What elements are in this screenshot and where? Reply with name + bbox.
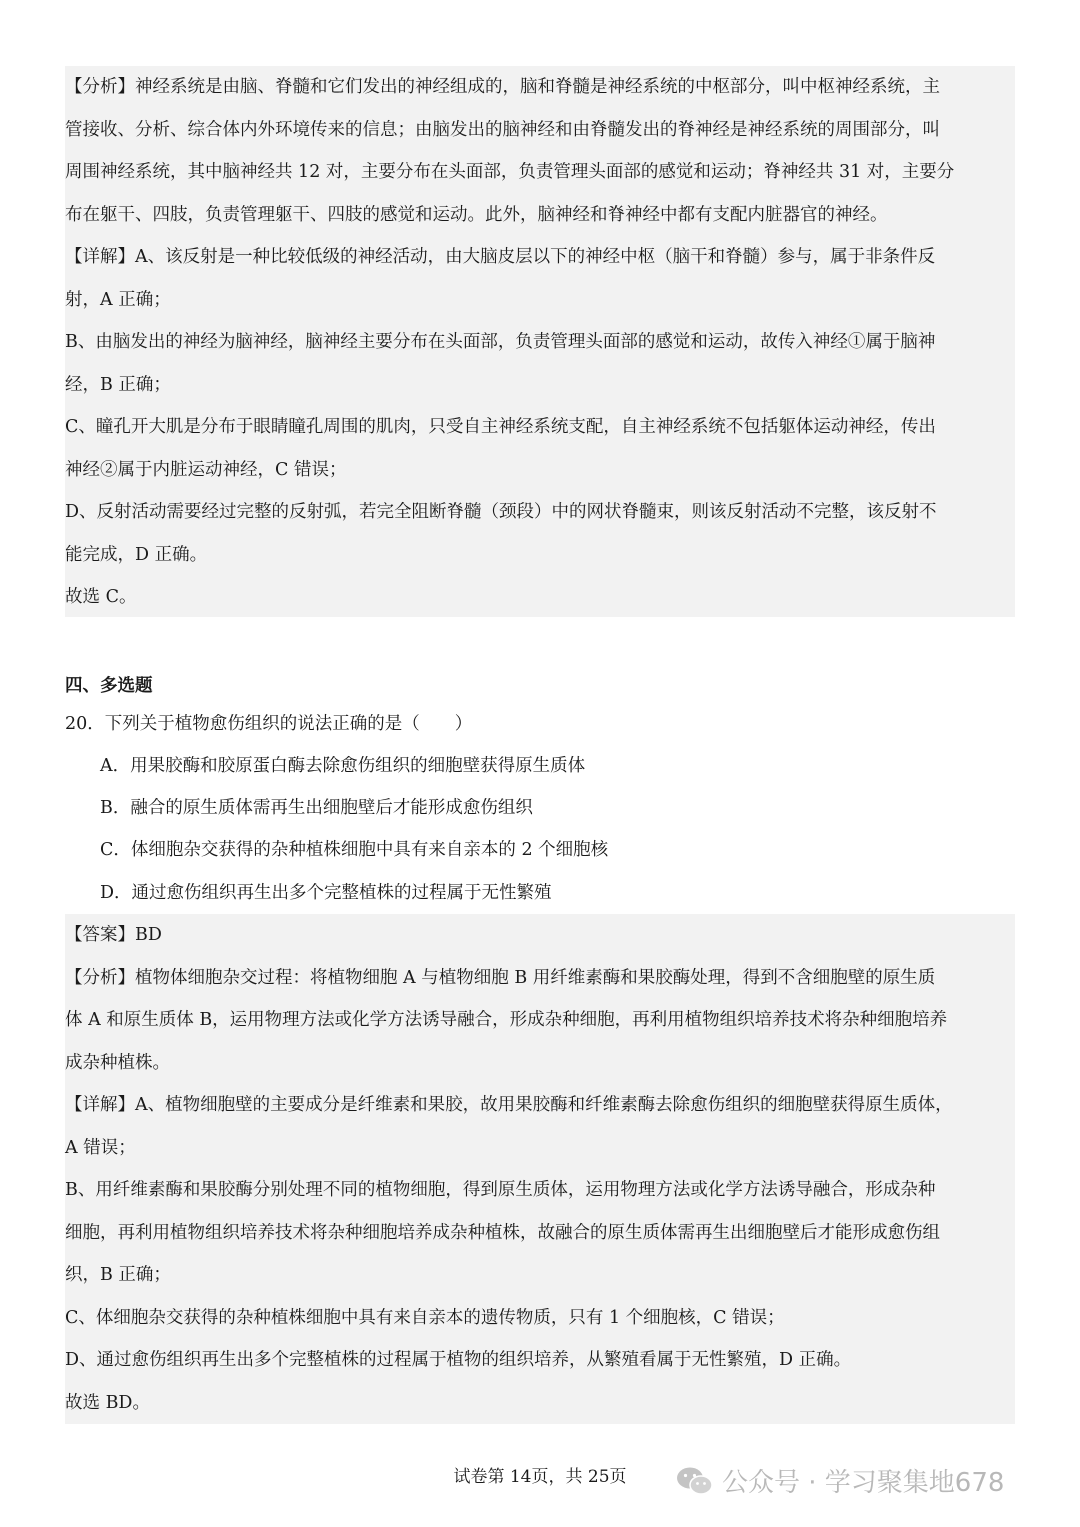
text-line: B、由脑发出的神经为脑神经，脑神经主要分布在头面部，负责管理头面部的感觉和运动，故传入神经①属于脑神 [65, 332, 936, 352]
text-line: A 错误； [65, 1137, 136, 1158]
text-line: 故选 BD。 [65, 1392, 150, 1413]
text-line: 成杂种植株。 [65, 1052, 170, 1073]
text-line: D、反射活动需要经过完整的反射弧，若完全阻断脊髓（颈段）中的网状脊髓束，则该反射活动不完整，该反射不 [65, 502, 937, 522]
text-line: 【分析】植物体细胞杂交过程：将植物细胞 A 与植物细胞 B 用纤维素酶和果胶酶处理，得到不含细胞壁的原生质 [65, 967, 936, 988]
answer-block-19-text [65, 66, 1015, 619]
text-line: 能完成，D 正确。 [65, 544, 208, 565]
watermark [676, 1462, 1004, 1499]
option-b: B．融合的原生质体需再生出细胞壁后才能形成愈伤组织 [100, 798, 533, 818]
text-line: 【分析】神经系统是由脑、脊髓和它们发出的神经组成的，脑和脊髓是神经系统的中枢部分，叫中枢神经系统，主 [65, 77, 940, 97]
option-c: C．体细胞杂交获得的杂种植株细胞中具有来自亲本的 2 个细胞核 [100, 840, 609, 860]
text-line: 射，A 正确； [65, 289, 171, 310]
text-line: 管接收、分析、综合体内外环境传来的信息；由脑发出的脑神经和由脊髓发出的脊神经是神经系统的周围部分，叫 [65, 119, 940, 140]
text-line: 经，B 正确； [65, 374, 171, 395]
text-line: 体 A 和原生质体 B，运用物理方法或化学方法诱导融合，形成杂种细胞，再利用植物组织培养技术将杂种细胞培养 [65, 1010, 948, 1030]
text-line: C、瞳孔开大肌是分布于眼睛瞳孔周围的肌肉，只受自主神经系统支配，自主神经系统不包括躯体运动神经，传出 [65, 417, 936, 437]
text-line: 【答案】BD [65, 925, 162, 945]
text-line: 【详解】A、该反射是一种比较低级的神经活动，由大脑皮层以下的神经中枢（脑干和脊髓）参与，属于非条件反 [65, 247, 936, 267]
wechat-icon [676, 1466, 714, 1496]
text-line: B、用纤维素酶和果胶酶分别处理不同的植物细胞，得到原生质体，运用物理方法或化学方法诱导融合，形成杂种 [65, 1180, 936, 1200]
text-line: 神经②属于内脏运动神经，C 错误； [65, 459, 347, 480]
watermark-text: 公众号 · 学习聚集地678 [722, 1468, 1005, 1498]
option-a: A．用果胶酶和胶原蛋白酶去除愈伤组织的细胞壁获得原生质体 [100, 756, 586, 776]
page-footer: 试卷第 14页，共 25页 [453, 1467, 627, 1487]
text-line: 细胞，再利用植物组织培养技术将杂种细胞培养成杂种植株，故融合的原生质体需再生出细胞壁后才能形成愈伤组 [65, 1222, 940, 1243]
text-line: 故选 C。 [65, 587, 137, 607]
text-line: 织，B 正确； [65, 1265, 171, 1285]
text-line: 布在躯干、四肢，负责管理躯干、四肢的感觉和运动。此外，脑神经和脊神经中都有支配内脏器官的神经。 [65, 204, 888, 225]
text-line: C、体细胞杂交获得的杂种植株细胞中具有来自亲本的遗传物质，只有 1 个细胞核，C 错误； [65, 1307, 785, 1328]
answer-block-20-text [65, 914, 1015, 1424]
text-line: D、通过愈伤组织再生出多个完整植株的过程属于植物的组织培养，从繁殖看属于无性繁殖，D 正确。 [65, 1350, 852, 1370]
section-heading: 四、多选题 [65, 676, 153, 696]
text-line: 周围神经系统，其中脑神经共 12 对，主要分布在头面部，负责管理头面部的感觉和运动；脊神经共 31 对，主要分 [65, 162, 955, 182]
option-d: D．通过愈伤组织再生出多个完整植株的过程属于无性繁殖 [100, 883, 552, 903]
question-stem: 20．下列关于植物愈伤组织的说法正确的是（ ） [65, 714, 473, 734]
text-line: 【详解】A、植物细胞壁的主要成分是纤维素和果胶，故用果胶酶和纤维素酶去除愈伤组织的细胞壁获得原生质体， [65, 1095, 953, 1115]
